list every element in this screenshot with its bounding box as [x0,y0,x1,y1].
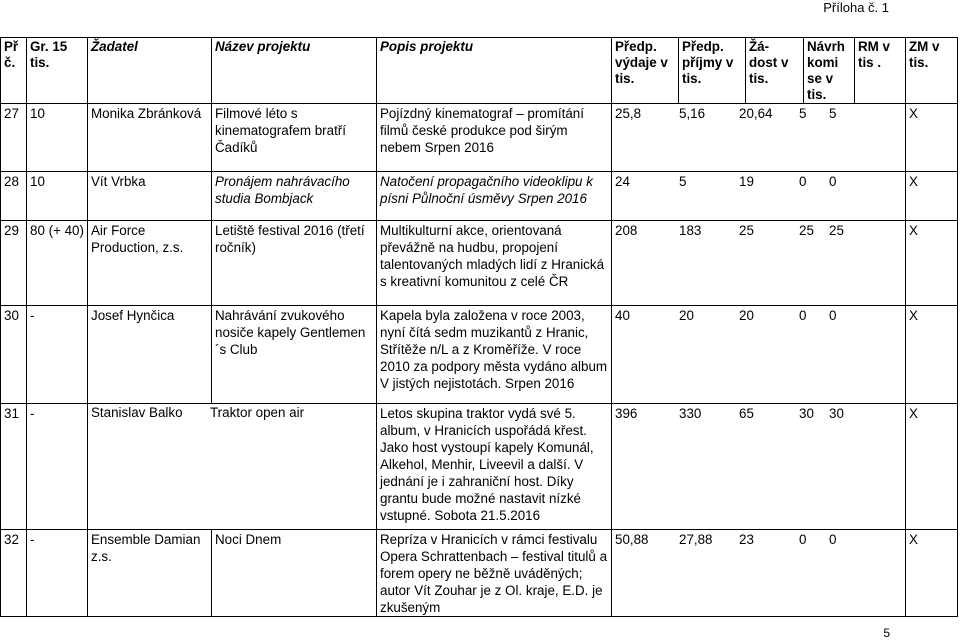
row-description: Multikulturní akce, orientovaná převážně na hudbu, propojení talentovaných mladých lidí z Hranická s kreativní komunitou z celé ČR [377,221,612,306]
amount-rm: 25 [829,223,844,238]
row-project-name: Pronájem nahrávacího studia Bombjack [212,172,377,221]
row-number: 28 [1,172,27,221]
amount-navrh: 5 [799,106,807,121]
amount-navrh: 0 [799,532,807,547]
table-row [1,104,958,172]
header-navrh: Návrh komi se v tis. [804,38,855,104]
amount-rm: 0 [829,532,837,547]
header-gr: Gr. 15 tis. [27,38,88,104]
header-prijmy: Předp. příjmy v tis. [679,38,746,104]
table-row [1,306,958,404]
row-project-name: Noci Dnem [212,530,377,617]
row-number: 27 [1,104,27,172]
amount-vydaje: 25,8 [615,106,642,121]
row-applicant: Vít Vrbka [88,172,212,221]
row-applicant: Josef Hynčica [88,306,212,404]
amount-zadost: 65 [739,406,754,421]
header-zm: ZM v tis. [906,38,958,104]
amount-rm: 30 [829,406,844,421]
header-zadost: Žá- dost v tis. [746,38,804,104]
amount-zadost: 23 [739,532,754,547]
row-amounts [612,172,906,221]
row-description: Natočení propagačního videoklipu k písni Půlnoční úsměvy Srpen 2016 [377,172,612,221]
amount-rm: 0 [829,308,837,323]
row-zm: X [906,404,958,530]
row-zm: X [906,172,958,221]
row-project-name: Letiště festival 2016 (třetí ročník) [212,221,377,306]
row-description: Repríza v Hranicích v rámci festivalu Opera Schrattenbach – festival titulů a forem opery ne běžně uváděných; autor Vít Zouhar je z Ol. kraje, E.D. je zkušeným [377,530,612,617]
table-row [1,221,958,306]
row-applicant: Stanislav Balko [91,405,183,420]
header-nazev: Název projektu [212,38,377,104]
amount-vydaje: 40 [615,308,630,323]
appendix-label: Příloha č. 1 [823,0,889,15]
row-gr: - [27,404,88,530]
row-zm: X [906,221,958,306]
amount-prijmy: 183 [679,223,702,238]
row-applicant: Air Force Production, z.s. [88,221,212,306]
row-number: 31 [1,404,27,530]
amount-prijmy: 5,16 [679,106,706,121]
row-applicant: Ensemble Damian z.s. [88,530,212,617]
page-number: 5 [883,626,890,640]
amount-navrh: 0 [799,174,807,189]
amount-rm: 5 [829,106,837,121]
row-applicant: Monika Zbránková [88,104,212,172]
amount-prijmy: 27,88 [679,532,713,547]
amount-zadost: 20 [739,308,754,323]
header-zadatel: Žadatel [88,38,212,104]
row-zm: X [906,530,958,617]
row-amounts [612,104,906,172]
row-amounts [612,404,906,530]
row-gr: - [27,530,88,617]
row-gr: 10 [27,172,88,221]
row-amounts [612,530,906,617]
row-gr: 80 (+ 40) [27,221,88,306]
row-applicant-and-project [88,404,377,530]
row-project-name: Nahrávání zvukového nosiče kapely Gentlemen´s Club [212,306,377,404]
row-number: 29 [1,221,27,306]
amount-vydaje: 50,88 [615,532,649,547]
header-popis: Popis projektu [377,38,612,104]
amount-vydaje: 396 [615,406,638,421]
amount-zadost: 20,64 [739,106,773,121]
row-description: Letos skupina traktor vydá své 5. album, v Hranicích uspořádá křest. Jako host vystoupí kapely Komunál, Alkehol, Menhir, Liveevil a další. V jednání je i zahraniční host. Díky grantu bude možné nastavit nízké vstupné. Sobota 21.5.2016 [377,404,612,530]
header-cislo: Př č. [1,38,27,104]
amount-rm: 0 [829,174,837,189]
amount-prijmy: 5 [679,174,687,189]
row-amounts [612,306,906,404]
amount-vydaje: 208 [615,223,638,238]
row-zm: X [906,306,958,404]
amount-zadost: 19 [739,174,754,189]
row-number: 32 [1,530,27,617]
row-zm: X [906,104,958,172]
header-rm: RM v tis . [855,38,906,104]
amount-prijmy: 20 [679,308,694,323]
amount-navrh: 25 [799,223,814,238]
row-description: Kapela byla založena v roce 2003, nyní čítá sedm muzikantů z Hranic, Střítěže n/L a z Kroměříže. V roce 2010 za podpory města vydáno album V jistých nejistotách. Srpen 2016 [377,306,612,404]
row-project-name: Filmové léto s kinematografem bratří Čadíků [212,104,377,172]
table-row [1,404,958,530]
row-gr: 10 [27,104,88,172]
row-project-name: Traktor open air [210,405,305,420]
header-vydaje: Předp. výdaje v tis. [612,38,679,104]
row-description: Pojízdný kinematograf – promítání filmů české produkce pod širým nebem Srpen 2016 [377,104,612,172]
row-number: 30 [1,306,27,404]
amount-prijmy: 330 [679,406,702,421]
row-gr: - [27,306,88,404]
amount-vydaje: 24 [615,174,630,189]
header-row [1,38,958,104]
row-amounts [612,221,906,306]
table-row [1,172,958,221]
grants-table [0,37,958,617]
amount-navrh: 0 [799,308,807,323]
amount-zadost: 25 [739,223,754,238]
table-row [1,530,958,617]
amount-navrh: 30 [799,406,814,421]
